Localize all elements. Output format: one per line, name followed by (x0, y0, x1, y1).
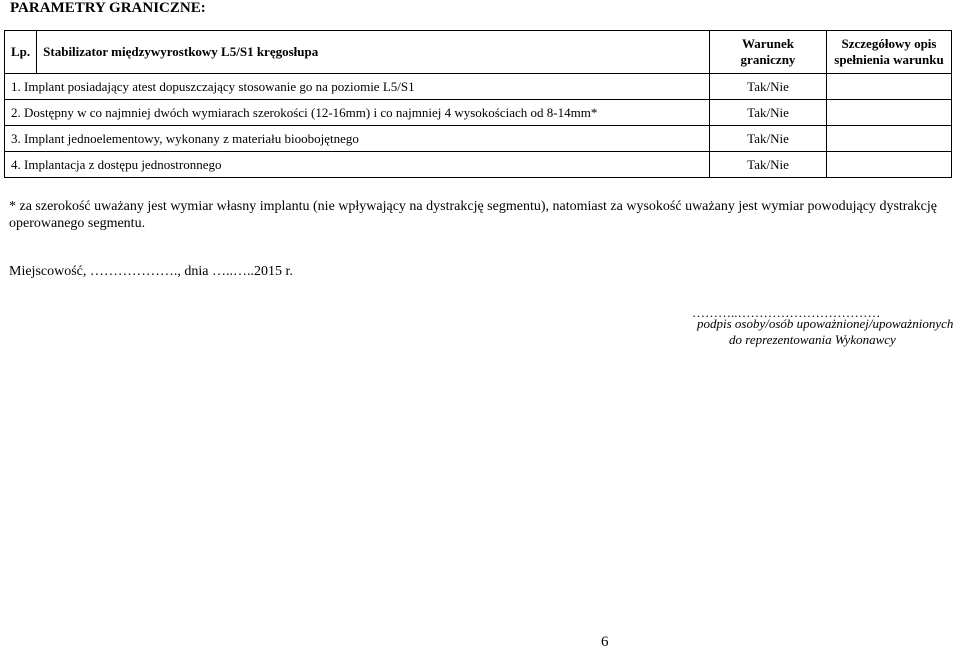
row-number: 1. (11, 78, 21, 94)
row-text: Implant jednoelementowy, wykonany z materiału bioobojętnego (24, 130, 359, 146)
header-detail-line2: spełnienia warunku (834, 52, 944, 67)
header-condition (710, 31, 827, 74)
row-text: Implantacja z dostępu jednostronnego (24, 156, 222, 172)
signature-dots: ………..…………………………… (692, 305, 881, 320)
row-detail[interactable] (827, 152, 952, 178)
row-number: 4. (11, 156, 21, 172)
table-row (5, 152, 952, 178)
row-text: Implant posiadający atest dopuszczający stosowanie go na poziomie L5/S1 (24, 78, 415, 94)
header-description: Stabilizator międzywyrostkowy L5/S1 kręgosłupa (37, 31, 710, 74)
row-text: Dostępny w co najmniej dwóch wymiarach szerokości (12-16mm) i co najmniej 4 wysokościach od 8-14mm* (24, 104, 598, 120)
row-description-cell (5, 100, 710, 126)
signature-caption-line1: podpis osoby/osób upoważnionej/upoważnionych (697, 316, 954, 331)
page-heading: PARAMETRY GRANICZNE: (10, 0, 206, 16)
table-row (5, 126, 952, 152)
header-condition-line1: Warunek (741, 36, 794, 51)
table-header-row (5, 31, 952, 74)
row-number: 2. (11, 104, 21, 120)
table-row (5, 100, 952, 126)
table-row (5, 74, 952, 100)
row-description-cell (5, 74, 710, 100)
parameters-table (4, 30, 952, 178)
row-detail[interactable] (827, 100, 952, 126)
row-condition: Tak/Nie (710, 74, 827, 100)
row-detail[interactable] (827, 126, 952, 152)
place-date-line: Miejscowość, ………………., dnia …..…..2015 r. (9, 264, 293, 279)
header-lp: Lp. (5, 31, 37, 74)
row-description-cell (5, 152, 710, 178)
row-number: 3. (11, 130, 21, 146)
page-number: 6 (601, 634, 609, 650)
header-detail (827, 31, 952, 74)
signature-caption-line2: do reprezentowania Wykonawcy (729, 332, 896, 347)
header-detail-line1: Szczegółowy opis (841, 36, 937, 51)
header-condition-line2: graniczny (740, 52, 796, 67)
row-condition: Tak/Nie (710, 126, 827, 152)
footnote: * za szerokość uważany jest wymiar własny implantu (nie wpływający na dystrakcję segmentu), natomiast za wysokość uważany jest wymiar powodujący dystrakcję operowanego segmentu. (9, 199, 937, 231)
row-condition: Tak/Nie (710, 152, 827, 178)
row-description-cell (5, 126, 710, 152)
row-detail[interactable] (827, 74, 952, 100)
row-condition: Tak/Nie (710, 100, 827, 126)
